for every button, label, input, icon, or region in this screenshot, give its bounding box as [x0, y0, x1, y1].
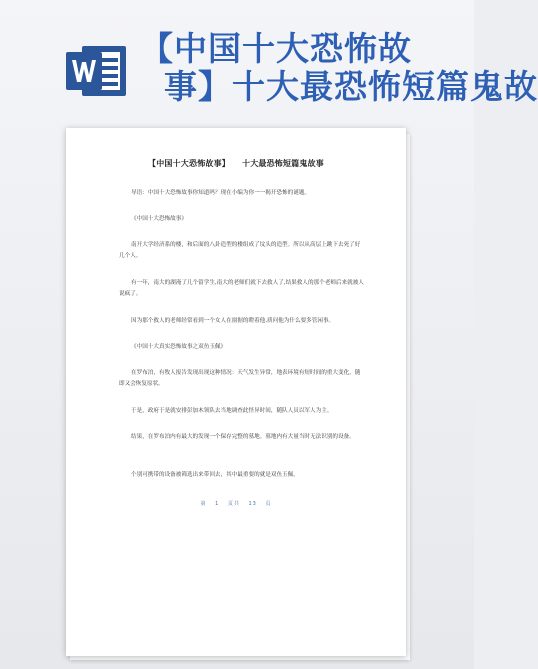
page-footer [66, 500, 406, 507]
document-page [66, 128, 406, 656]
paragraph-body: 在罗布泊，有牧人报告发现出现这种情况：天气发生异常，地表环境有短时间的重大变化，随即又会恢复原状。 [119, 370, 361, 387]
document-title-part-2: 十大最恐怖短篇鬼故事 [242, 159, 324, 168]
footer-page-label: 第 [200, 501, 207, 507]
footer-total-pages: 13 [248, 501, 257, 507]
footer-total-label: 页共 [227, 501, 240, 507]
header-title-line-1: 【中国十大恐怖故 [140, 29, 412, 68]
paragraph-body: 于是，政府于是就安排彭加木领队去当地调查此怪异时间，随队人员以军人为主。 [131, 408, 333, 414]
word-document-icon [64, 42, 130, 100]
paragraph-intro: 导语：中国十大恐怖故事你知道吗？现在小编为你一一揭开恐怖的谜题。 [131, 190, 311, 196]
footer-page-suffix: 页 [265, 501, 272, 507]
paragraph-body: 有一年，南大的湖淹了几个留学生,南大的老师们就下去救人了,结果救人的那个老师后来就被人说疯了。 [119, 280, 364, 297]
document-title-part-1: 【中国十大恐怖故事】 [148, 159, 230, 168]
paragraph-heading-2: 《中国十大真实恐怖故事之双鱼玉佩》 [131, 344, 227, 350]
header-title [140, 29, 538, 106]
paragraph-body: 结果，在罗布泊内有最大的发现一个保存完整的墓地。墓地内有大量当时无法识别的设备。 [131, 434, 355, 440]
paragraph-heading-1: 《中国十大恐怖故事》 [131, 216, 187, 222]
paragraph-body: 南开大学经济系的楼，和后面的八卦造型的楼组成了坟头的造型。所以从高层上跳下去死了好几个人。 [119, 242, 361, 259]
footer-page-number: 1 [215, 501, 220, 507]
paragraph-body: 因为那个救人的老师经常看到一个女人在窗据的瞪着他,质问他为什么要多管闲事。 [131, 318, 335, 324]
document-title [66, 158, 406, 169]
paragraph-body: 个别可携带的设备被筛选出来带回去，其中最重要的就是双鱼玉佩。 [131, 472, 299, 478]
header-title-line-2: 事】十大最恐怖短篇鬼故 [164, 67, 538, 106]
